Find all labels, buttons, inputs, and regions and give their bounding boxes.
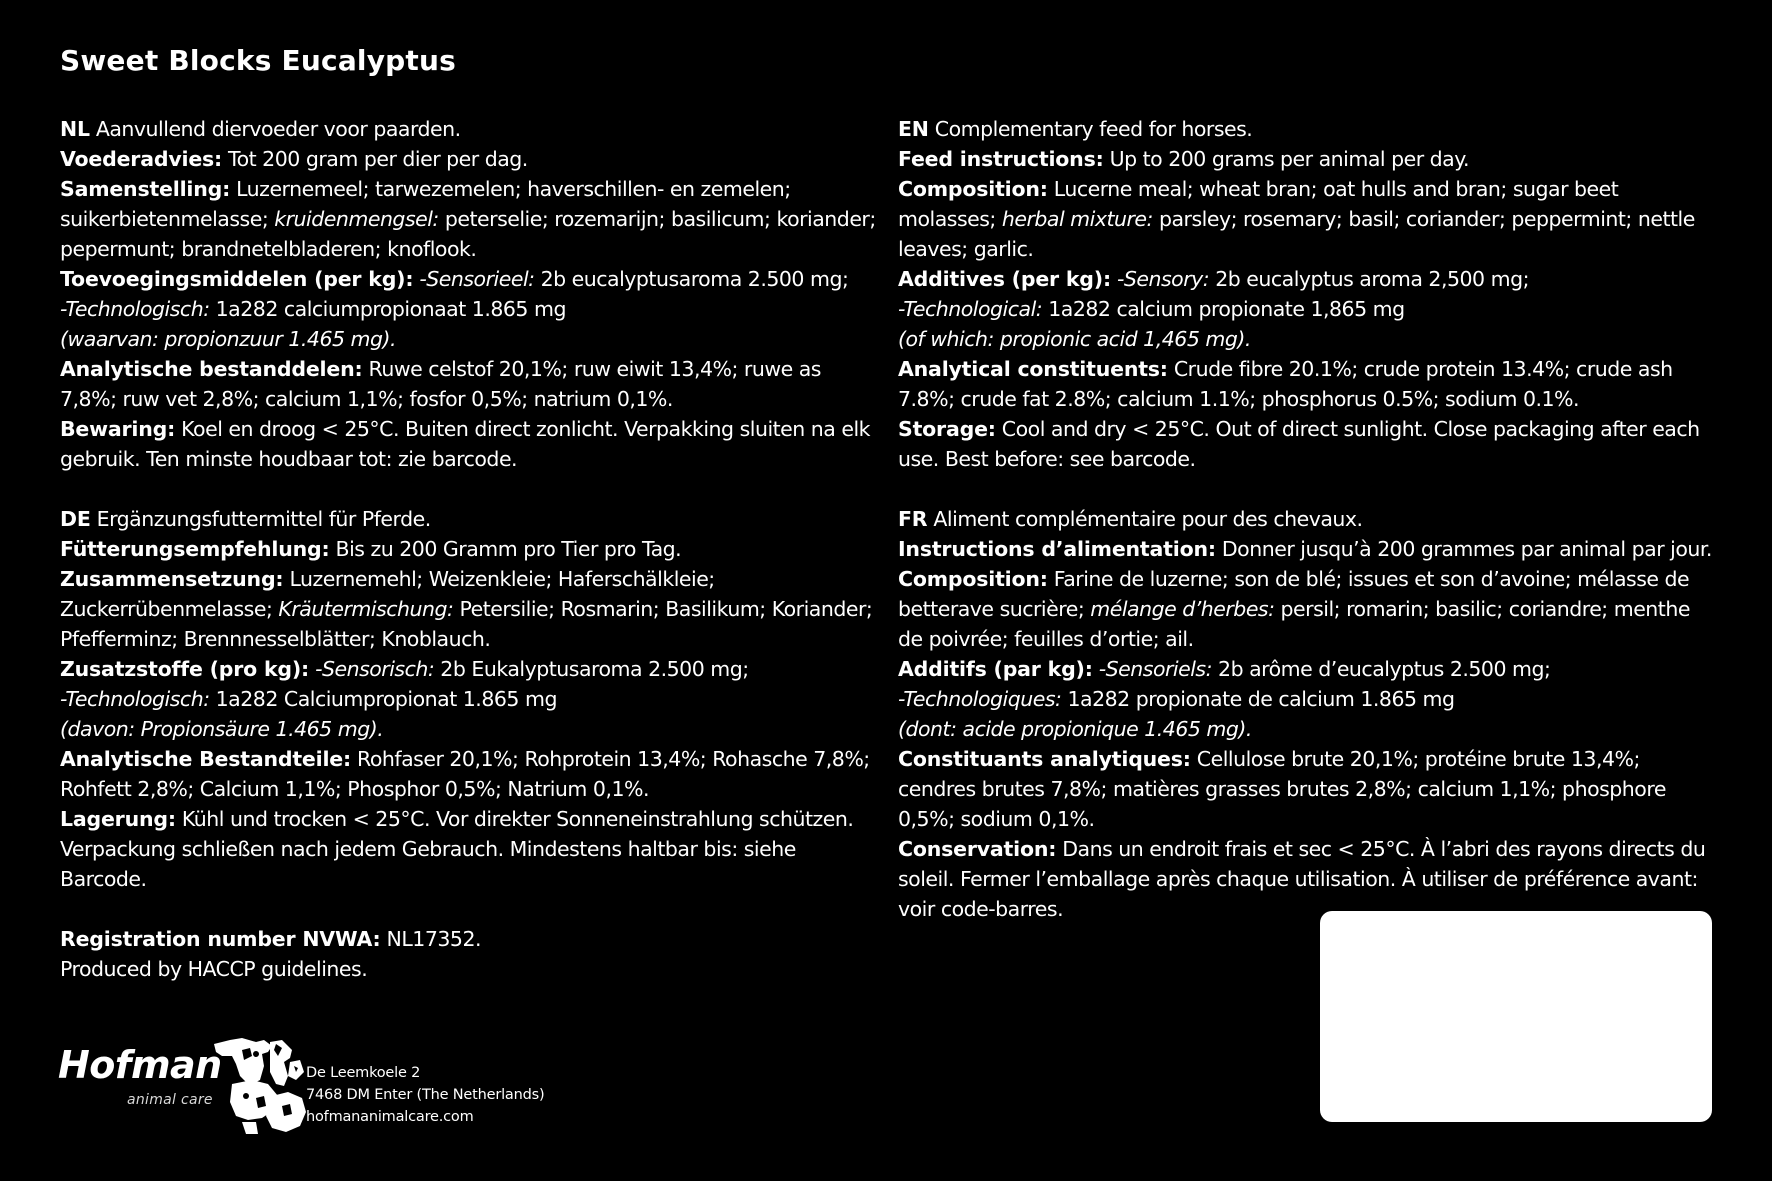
de-advice-label: Fütterungsempfehlung: (60, 537, 330, 561)
fr-additives-label: Additifs (par kg): (898, 657, 1093, 681)
company-website: hofmananimalcare.com (306, 1109, 474, 1125)
en-code: EN (898, 117, 929, 141)
en-additive-note: (of which: propionic acid 1,465 mg). (898, 327, 1251, 351)
address-street: De Leemkoele 2 (306, 1065, 421, 1081)
left-column (60, 114, 880, 984)
fr-analytical-label: Constituants analytiques: (898, 747, 1191, 771)
de-intro: Ergänzungsfuttermittel für Pferde. (90, 507, 431, 531)
registration-section (60, 924, 880, 984)
en-storage-label: Storage: (898, 417, 996, 441)
haccp-note: Produced by HACCP guidelines. (60, 957, 368, 981)
fr-composition-a: Farine de luzerne; son de blé; issues et son d’avoine; mélasse de betterave sucrière; (898, 567, 1690, 621)
nl-analytical-label: Analytische bestanddelen: (60, 357, 363, 381)
nl-advice: Tot 200 gram per dier per dag. (222, 147, 528, 171)
en-intro: Complementary feed for horses. (928, 117, 1253, 141)
fr-advice-label: Instructions d’alimentation: (898, 537, 1216, 561)
address-city: 7468 DM Enter (The Netherlands) (306, 1087, 545, 1103)
brand-name: Hofman (58, 1043, 222, 1087)
nl-sensory: 2b eucalyptusaroma 2.500 mg; (534, 267, 849, 291)
registration-number: NL17352. (380, 927, 482, 951)
de-sensory: 2b Eukalyptusaroma 2.500 mg; (434, 657, 749, 681)
product-title: Sweet Blocks Eucalyptus (60, 44, 456, 77)
nl-herbs-label: kruidenmengsel: (274, 207, 439, 231)
en-composition-a: Lucerne meal; wheat bran; oat hulls and bran; sugar beet molasses; (898, 177, 1619, 231)
de-analytical-label: Analytische Bestandteile: (60, 747, 351, 771)
de-additive-note: (davon: Propionsäure 1.465 mg). (60, 717, 384, 741)
fr-storage: Dans un endroit frais et sec < 25°C. À l’abri des rayons directs du soleil. Fermer l’emballage après chaque utilisation. À utiliser de préférence avant: voir code-barres. (898, 837, 1706, 921)
nl-additives-label: Toevoegingsmiddelen (per kg): (60, 267, 414, 291)
fr-storage-label: Conservation: (898, 837, 1057, 861)
de-analytical: Rohfaser 20,1%; Rohprotein 13,4%; Rohasche 7,8%; Rohfett 2,8%; Calcium 1,1%; Phosphor 0,5%; Natrium 0,1%. (60, 747, 870, 801)
fr-tech: 1a282 propionate de calcium 1.865 mg (1061, 687, 1455, 711)
company-address (306, 1062, 544, 1128)
animals-logo-icon (212, 1036, 308, 1136)
nl-intro: Aanvullend diervoeder voor paarden. (89, 117, 461, 141)
nl-analytical: Ruwe celstof 20,1%; ruw eiwit 13,4%; ruwe as 7,8%; ruw vet 2,8%; calcium 1,1%; fosfor 0,5%; natrium 0,1%. (60, 357, 821, 411)
fr-advice: Donner jusqu’à 200 grammes par animal par jour. (1215, 537, 1712, 561)
de-tech-label: -Technologisch: (60, 687, 210, 711)
en-analytical-label: Analytical constituents: (898, 357, 1168, 381)
brand-subtitle: animal care (127, 1092, 213, 1108)
de-advice: Bis zu 200 Gramm pro Tier pro Tag. (329, 537, 682, 561)
fr-sensory-label: -Sensoriels: (1092, 657, 1213, 681)
de-storage: Kühl und trocken < 25°C. Vor direkter Sonneneinstrahlung schützen. Verpackung schließen nach jedem Gebrauch. Mindestens haltbar bis: siehe Barcode. (60, 807, 854, 891)
de-sensory-label: -Sensorisch: (309, 657, 435, 681)
en-sensory: 2b eucalyptus aroma 2,500 mg; (1209, 267, 1530, 291)
de-composition-b: Petersilie; Rosmarin; Basilikum; Koriander; Pfefferminz; Brennnesselblätter; Knoblauch. (60, 597, 873, 651)
de-storage-label: Lagerung: (60, 807, 176, 831)
fr-tech-label: -Technologiques: (898, 687, 1062, 711)
en-sensory-label: -Sensory: (1110, 267, 1210, 291)
en-advice: Up to 200 grams per animal per day. (1103, 147, 1469, 171)
brand-logo (58, 1036, 308, 1136)
nl-storage: Koel en droog < 25°C. Buiten direct zonlicht. Verpakking sluiten na elk gebruik. Ten minste houdbaar tot: zie barcode. (60, 417, 871, 471)
nl-advice-label: Voederadvies: (60, 147, 223, 171)
fr-intro: Aliment complémentaire pour des chevaux. (927, 507, 1363, 531)
de-additives-label: Zusatzstoffe (pro kg): (60, 657, 310, 681)
de-code: DE (60, 507, 91, 531)
fr-sensory: 2b arôme d’eucalyptus 2.500 mg; (1212, 657, 1551, 681)
nl-composition-label: Samenstelling: (60, 177, 231, 201)
en-advice-label: Feed instructions: (898, 147, 1104, 171)
en-tech: 1a282 calcium propionate 1,865 mg (1042, 297, 1405, 321)
de-composition-label: Zusammensetzung: (60, 567, 284, 591)
fr-analytical: Cellulose brute 20,1%; protéine brute 13,4%; cendres brutes 7,8%; matières grasses brutes 2,8%; calcium 1,1%; phosphore 0,5%; sodium 0,1%. (898, 747, 1666, 831)
barcode-label-area (1320, 911, 1712, 1122)
nl-composition-a: Luzernemeel; tarwezemelen; haverschillen- en zemelen; suikerbietenmelasse; (60, 177, 791, 231)
en-composition-label: Composition: (898, 177, 1048, 201)
fr-code: FR (898, 507, 928, 531)
nl-code: NL (60, 117, 90, 141)
nl-composition-b: peterselie; rozemarijn; basilicum; koriander; pepermunt; brandnetelbladeren; knoflook. (60, 207, 876, 261)
en-analytical: Crude fibre 20.1%; crude protein 13.4%; crude ash 7.8%; crude fat 2.8%; calcium 1.1%; phosphorus 0.5%; sodium 0.1%. (898, 357, 1673, 411)
fr-herbs-label: mélange d’herbes: (1090, 597, 1275, 621)
fr-composition-b: persil; romarin; basilic; coriandre; menthe de poivrée; feuilles d’ortie; ail. (898, 597, 1690, 651)
en-herbs-label: herbal mixture: (1001, 207, 1153, 231)
nl-sensory-label: -Sensorieel: (413, 267, 535, 291)
en-section (898, 114, 1718, 474)
de-section (60, 504, 880, 894)
fr-additive-note: (dont: acide propionique 1.465 mg). (898, 717, 1252, 741)
en-tech-label: -Technological: (898, 297, 1043, 321)
nl-additive-note: (waarvan: propionzuur 1.465 mg). (60, 327, 397, 351)
fr-composition-label: Composition: (898, 567, 1048, 591)
de-composition-a: Luzernemehl; Weizenkleie; Haferschälkleie; Zuckerrübenmelasse; (60, 567, 715, 621)
de-herbs-label: Kräutermischung: (278, 597, 454, 621)
fr-section (898, 504, 1718, 924)
nl-tech: 1a282 calciumpropionaat 1.865 mg (209, 297, 566, 321)
right-column (898, 114, 1718, 924)
nl-storage-label: Bewaring: (60, 417, 176, 441)
en-additives-label: Additives (per kg): (898, 267, 1111, 291)
nl-section (60, 114, 880, 474)
en-storage: Cool and dry < 25°C. Out of direct sunlight. Close packaging after each use. Best before: see barcode. (898, 417, 1700, 471)
nl-tech-label: -Technologisch: (60, 297, 210, 321)
de-tech: 1a282 Calciumpropionat 1.865 mg (209, 687, 557, 711)
en-composition-b: parsley; rosemary; basil; coriander; peppermint; nettle leaves; garlic. (898, 207, 1695, 261)
registration-label: Registration number NVWA: (60, 927, 381, 951)
